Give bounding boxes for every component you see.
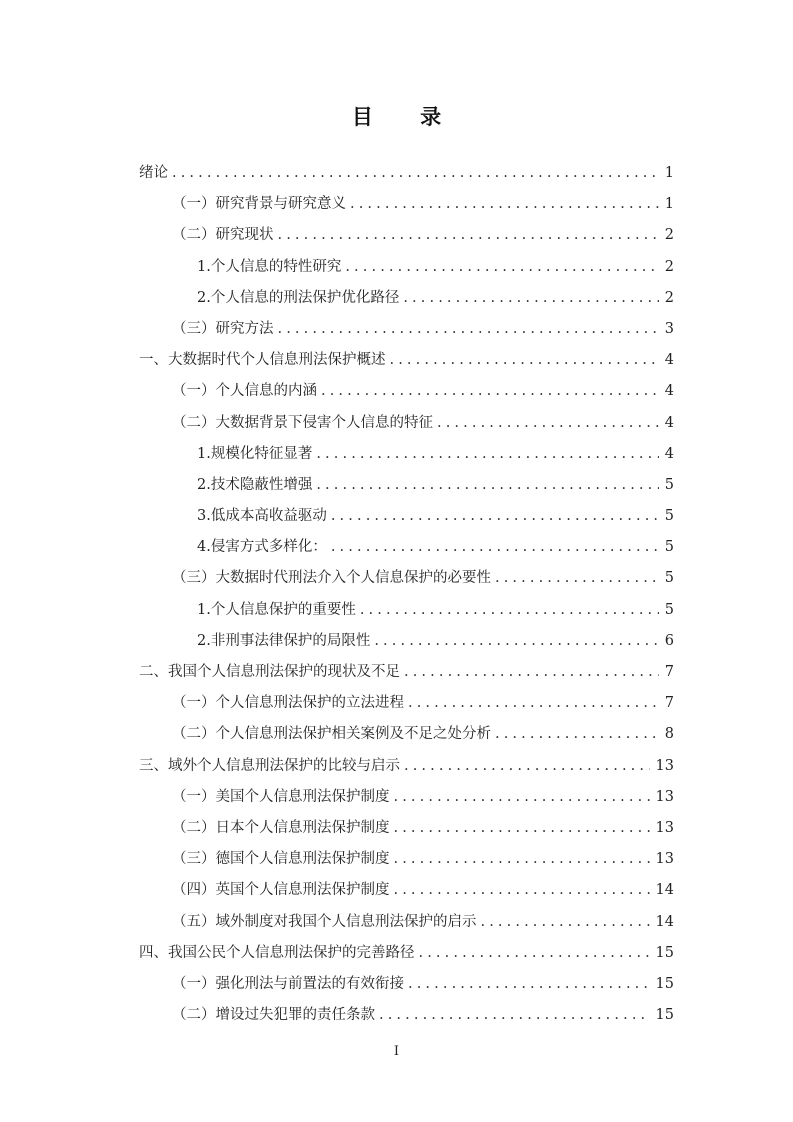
toc-entry-page: 4 (664, 414, 674, 431)
toc-entry[interactable] (139, 317, 674, 348)
toc-entry-page: 4 (664, 383, 674, 400)
toc-entry[interactable] (139, 878, 674, 909)
toc-entry-page: 4 (664, 445, 674, 462)
dot-leader (379, 1007, 650, 1023)
toc-entry[interactable] (139, 535, 674, 566)
toc-entry-label: （二）增设过失犯罪的责任条款 (172, 1007, 375, 1024)
toc-entry-label: （二）研究现状 (172, 227, 274, 244)
toc-entry[interactable] (139, 379, 674, 410)
toc-entry-label: （四）英国个人信息刑法保护制度 (172, 882, 390, 899)
dot-leader (394, 851, 650, 867)
dot-leader (316, 446, 658, 462)
dot-leader (408, 695, 659, 711)
toc-entry[interactable] (139, 223, 674, 254)
toc-entry-label: 一、大数据时代个人信息刑法保护概述 (139, 352, 386, 369)
toc-entry-page: 3 (664, 320, 674, 337)
table-of-contents (139, 161, 674, 1034)
toc-entry[interactable] (139, 442, 674, 473)
toc-entry-page: 1 (664, 196, 674, 213)
dot-leader (316, 477, 658, 493)
toc-entry-page: 5 (664, 539, 674, 556)
toc-entry[interactable] (139, 286, 674, 317)
toc-entry-page: 2 (664, 289, 674, 306)
toc-entry[interactable] (139, 255, 674, 286)
toc-entry[interactable] (139, 161, 674, 192)
toc-entry-page: 5 (664, 570, 674, 587)
toc-entry[interactable] (139, 910, 674, 941)
dot-leader (390, 352, 659, 368)
toc-entry[interactable] (139, 598, 674, 629)
toc-entry-page: 5 (664, 476, 674, 493)
toc-entry-label: （一）美国个人信息刑法保护制度 (172, 788, 390, 805)
toc-entry-label: 1.规模化特征显著 (197, 445, 313, 462)
toc-entry-page: 5 (664, 508, 674, 525)
toc-entry[interactable] (139, 972, 674, 1003)
toc-entry-label: 2.个人信息的刑法保护优化路径 (197, 289, 400, 306)
toc-entry[interactable] (139, 722, 674, 753)
dot-leader (331, 539, 659, 555)
toc-entry-page: 7 (664, 664, 674, 680)
toc-entry-page: 13 (655, 757, 674, 774)
toc-entry-page: 5 (664, 601, 674, 618)
toc-title: 目 录 (351, 104, 462, 129)
toc-entry-label: （二）大数据背景下侵害个人信息的特征 (172, 414, 433, 431)
dot-leader (278, 321, 659, 337)
toc-entry[interactable] (139, 348, 674, 379)
toc-entry-label: 1.个人信息的特性研究 (197, 258, 342, 275)
toc-entry-page: 13 (655, 819, 674, 836)
toc-entry-page: 15 (655, 944, 674, 961)
dot-leader (404, 758, 650, 774)
dot-leader (481, 914, 650, 930)
toc-entry[interactable] (139, 192, 674, 223)
toc-entry[interactable] (139, 1003, 674, 1034)
dot-leader (495, 726, 659, 742)
toc-entry-label: （三）德国个人信息刑法保护制度 (172, 851, 390, 868)
toc-entry[interactable] (139, 473, 674, 504)
toc-entry[interactable] (139, 941, 674, 972)
dot-leader (360, 602, 659, 618)
dot-leader (374, 633, 658, 649)
toc-entry-label: （一）研究背景与研究意义 (172, 196, 346, 213)
toc-entry-label: （二）日本个人信息刑法保护制度 (172, 819, 390, 836)
dot-leader (403, 290, 658, 306)
toc-entry-page: 4 (664, 352, 674, 369)
toc-entry-label: （五）域外制度对我国个人信息刑法保护的启示 (172, 913, 477, 930)
toc-entry[interactable] (139, 660, 674, 691)
toc-entry-label: 2.技术隐蔽性增强 (197, 476, 313, 493)
dot-leader (495, 570, 659, 586)
toc-entry[interactable] (139, 566, 674, 597)
dot-leader (278, 227, 659, 243)
toc-entry-page: 14 (655, 882, 674, 899)
toc-entry-label: （一）个人信息刑法保护的立法进程 (172, 695, 404, 712)
toc-entry[interactable] (139, 504, 674, 535)
toc-entry[interactable] (139, 411, 674, 442)
dot-leader (404, 664, 659, 680)
toc-entry-label: （三）大数据时代刑法介入个人信息保护的必要性 (172, 570, 491, 587)
toc-entry-page: 2 (664, 258, 674, 275)
dot-leader (172, 165, 659, 181)
dot-leader (394, 789, 650, 805)
dot-leader (345, 259, 658, 275)
toc-entry-label: 三、域外个人信息刑法保护的比较与启示 (139, 757, 400, 774)
toc-entry-label: 4.侵害方式多样化： (197, 539, 327, 556)
toc-entry[interactable] (139, 847, 674, 878)
toc-entry[interactable] (139, 691, 674, 722)
toc-entry-label: （一）个人信息的内涵 (172, 383, 317, 400)
toc-entry-label: （三）研究方法 (172, 320, 274, 337)
toc-entry-label: （一）强化刑法与前置法的有效衔接 (172, 975, 404, 992)
dot-leader (394, 820, 650, 836)
toc-entry-label: 绪论 (139, 165, 168, 181)
toc-entry-page: 15 (655, 1007, 674, 1024)
toc-entry[interactable] (139, 816, 674, 847)
dot-leader (350, 196, 659, 212)
dot-leader (321, 383, 659, 399)
toc-entry-page: 6 (664, 632, 674, 649)
toc-entry-page: 13 (655, 851, 674, 868)
toc-entry-page: 13 (655, 788, 674, 805)
toc-entry-label: 1.个人信息保护的重要性 (197, 601, 356, 618)
toc-entry-page: 2 (664, 227, 674, 244)
page-number: I (393, 1044, 400, 1059)
toc-entry-label: 2.非刑事法律保护的局限性 (197, 632, 371, 649)
toc-entry[interactable] (139, 785, 674, 816)
toc-entry-label: 四、我国公民个人信息刑法保护的完善路径 (139, 944, 415, 961)
dot-leader (331, 508, 659, 524)
toc-entry-label: （二）个人信息刑法保护相关案例及不足之处分析 (172, 726, 491, 743)
toc-entry[interactable] (139, 754, 674, 785)
toc-entry-page: 14 (655, 913, 674, 930)
dot-leader (419, 945, 650, 961)
toc-entry-label: 3.低成本高收益驱动 (197, 508, 327, 525)
dot-leader (394, 882, 650, 898)
toc-entry-page: 15 (655, 975, 674, 992)
toc-entry[interactable] (139, 629, 674, 660)
toc-entry-label: 二、我国个人信息刑法保护的现状及不足 (139, 664, 400, 680)
toc-entry-page: 7 (664, 695, 674, 712)
toc-entry-page: 8 (664, 726, 674, 743)
dot-leader (437, 415, 659, 431)
toc-entry-page: 1 (664, 165, 674, 181)
dot-leader (408, 976, 650, 992)
